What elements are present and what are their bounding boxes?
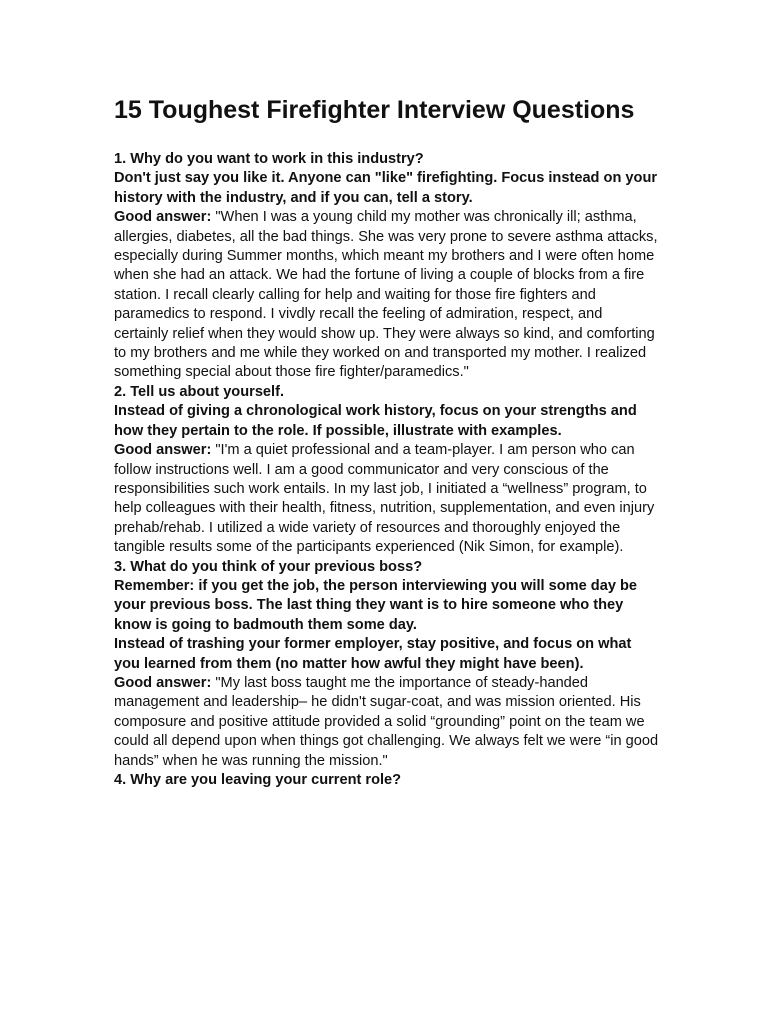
good-answer-text: "I'm a quiet professional and a team-player. I am person who can follow instructions well. I am a good communicator and very conscious of the responsibilities such work entails. In my last job, I initiated a “wellness” program, to help colleagues with their health, fitness, nutrition, supplementation, and even injury prehab/rehab. I utilized a wide variety of resources and thoroughly enjoyed the tangible results some of the participants experienced (Nik Simon, for example). (114, 442, 655, 556)
good-answer-label: Good answer: (114, 674, 212, 691)
good-answer-label: Good answer: (114, 442, 212, 459)
good-answer-text: "When I was a young child my mother was chronically ill; asthma, allergies, diabetes, all the bad things. She was very prone to severe asthma attacks, especially during Summer months, which meant my brothers and I were often home when she had an attack. We had the fortune of living a couple of blocks from a fire station. I recall clearly calling for help and waiting for those fire fighters and paramedics to respond. I vivdly recall the feeling of admiration, respect, and certainly relief when they would show up. They were always so kind, and comforting to my brothers and me while they worked on and transported my mother. I realized something special about those fire fighter/paramedics." (114, 209, 658, 381)
good-answer-label: Good answer: (114, 209, 212, 226)
good-answer (114, 208, 659, 383)
question-tip: Instead of trashing your former employer, stay positive, and focus on what you learned from them (no matter how awful they might have been). (114, 636, 632, 672)
question-tip: Instead of giving a chronological work history, focus on your strengths and how they pertain to the role. If possible, illustrate with examples. (114, 403, 637, 439)
question-section (114, 383, 659, 558)
question-section (114, 558, 659, 771)
question-section (114, 150, 659, 383)
question-tip: Don't just say you like it. Anyone can "like" firefighting. Focus instead on your history with the industry, and if you can, tell a story. (114, 170, 658, 206)
good-answer (114, 674, 659, 771)
document-title: 15 Toughest Firefighter Interview Questions (114, 96, 635, 124)
document-body (114, 150, 659, 790)
question-tip: Remember: if you get the job, the person interviewing you will some day be your previous boss. The last thing they want is to hire someone who they know is going to badmouth them some day. (114, 577, 638, 633)
document-page (114, 94, 659, 790)
question-heading: 4. Why are you leaving your current role? (114, 772, 402, 788)
question-heading: 2. Tell us about yourself. (114, 383, 285, 400)
good-answer-text: "My last boss taught me the importance of steady-handed management and leadership– he didn't sugar-coat, and was mission oriented. His composure and positive attitude provided a solid “grounding” point on the team we could all depend upon when things got challenging. We always felt we were “in good hands” when he was running the mission." (114, 674, 659, 769)
question-heading: 1. Why do you want to work in this industry? (114, 151, 424, 167)
good-answer (114, 441, 659, 557)
question-section (114, 771, 659, 790)
question-heading: 3. What do you think of your previous boss? (114, 558, 423, 575)
